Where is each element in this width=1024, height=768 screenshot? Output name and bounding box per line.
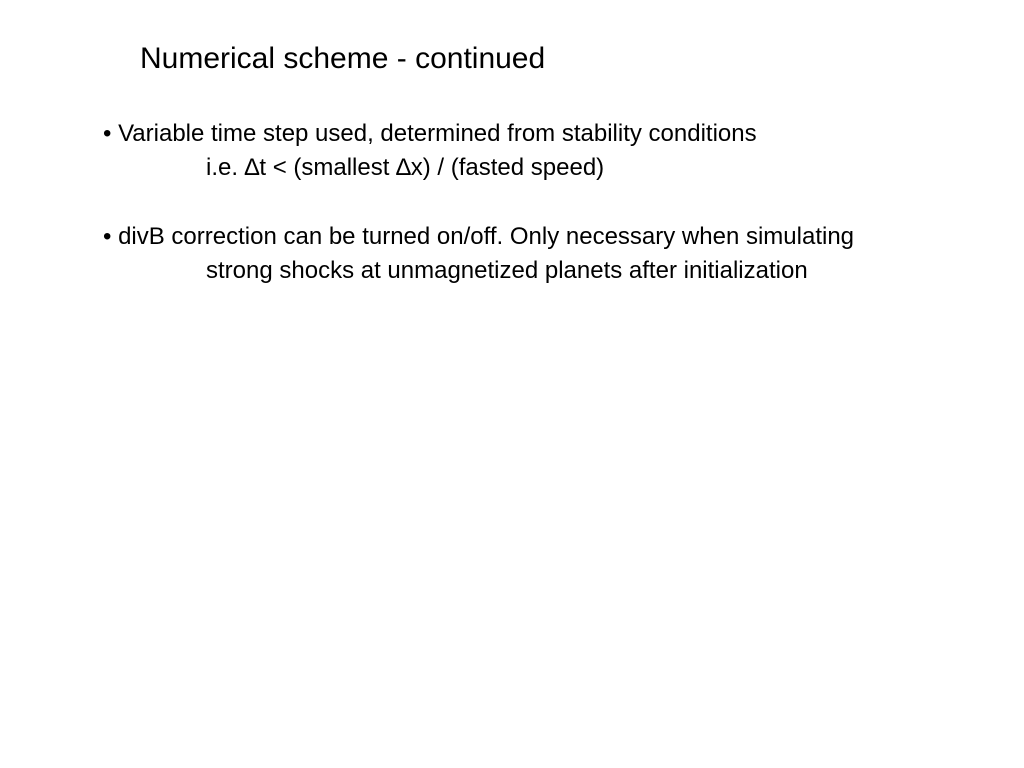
bullet-divb-line-1: • divB correction can be turned on/off. Only necessary when simulating bbox=[103, 223, 855, 250]
slide-title: Numerical scheme - continued bbox=[140, 42, 546, 75]
bullet-time-step-line-1: • Variable time step used, determined from stability conditions bbox=[103, 120, 757, 147]
bullet-divb-line-2: strong shocks at unmagnetized planets after initialization bbox=[206, 257, 808, 284]
bullet-time-step-line-2: i.e. ∆t < (smallest ∆x) / (fasted speed) bbox=[206, 154, 605, 181]
